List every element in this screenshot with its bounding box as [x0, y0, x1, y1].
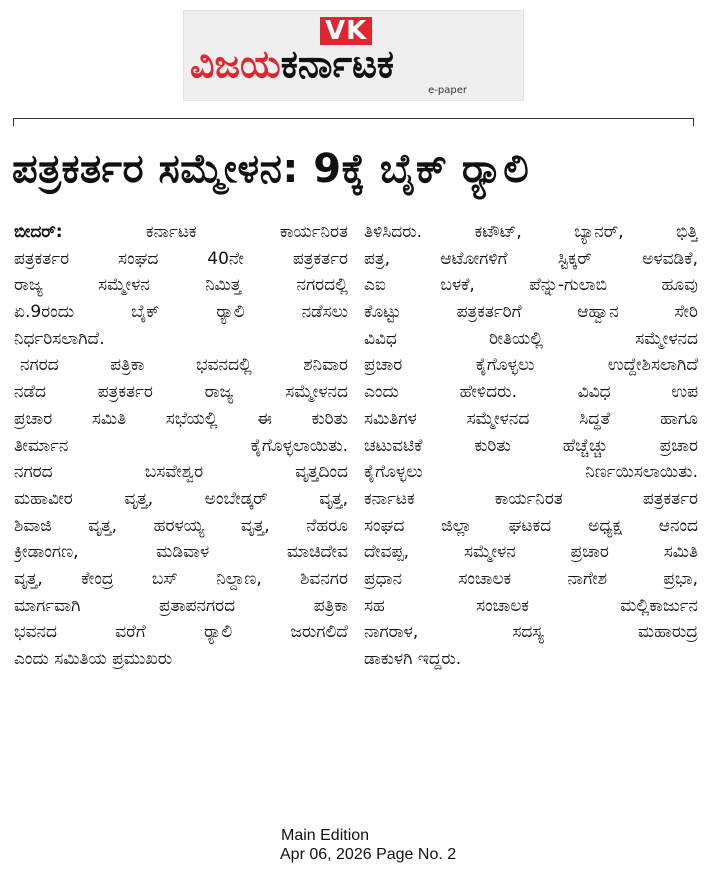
page-footer [280, 826, 456, 864]
article-line [14, 433, 348, 460]
article-line-text: ಡಾಕುಳಗಿ ಇದ್ದರು. [364, 649, 462, 669]
article-line-text: ಪತ್ರಕರ್ತರ ಸಂಘದ 40ನೇ ಪತ್ರಕರ್ತರ [14, 248, 348, 269]
article-column-right [364, 219, 698, 673]
article-line [364, 272, 698, 299]
header-rule [13, 118, 694, 126]
article-line-text: ಕರ್ನಾಟಕ ಕಾರ್ಯನಿರತ [145, 222, 348, 242]
article-line [364, 406, 698, 433]
article-line [14, 593, 348, 620]
article-line [364, 433, 698, 460]
article-line-text: ನಡೆದ ಪತ್ರಕರ್ತರ ರಾಜ್ಯ ಸಮ್ಮೇಳನದ [14, 382, 348, 403]
article-line-text: ಪ್ರಧಾನ ಸಂಚಾಲಕ ನಾಗೇಶ ಪ್ರಭಾ, [364, 568, 698, 589]
article-line [364, 593, 698, 620]
article-line-text: ರಾಜ್ಯ ಸಮ್ಮೇಳನ ನಿಮಿತ್ತ ನಗರದಲ್ಲಿ [14, 275, 348, 296]
article-column-left [14, 219, 348, 673]
article-line-text: ಸಹ ಸಂಚಾಲಕ ಮಲ್ಲಿಕಾರ್ಜುನ [364, 595, 698, 616]
article-line [14, 566, 348, 593]
article-line [364, 646, 698, 673]
article-line [364, 539, 698, 566]
edition-label: Main Edition [281, 827, 370, 844]
vk-badge: VK [320, 17, 372, 45]
article-line-text: ಕರ್ನಾಟಕ ಕಾರ್ಯನಿರತ ಪತ್ರಕರ್ತರ [364, 488, 698, 509]
article-line-text: ಕೈಗೊಳ್ಳಲು ನಿರ್ಣಯಿಸಲಾಯಿತು. [364, 462, 698, 483]
article-line-text: ದೇವಪ್ಪ, ಸಮ್ಮೇಳನ ಪ್ರಚಾರ ಸಮಿತಿ [364, 542, 698, 563]
article-line-text: ಎಐ ಬಳಕೆ, ಪೆನ್ನು-ಗುಲಾಬಿ ಹೂವು [364, 275, 698, 296]
article-line [364, 246, 698, 273]
masthead-logo [183, 10, 524, 101]
article-line-text: ವಿವಿಧ ರೀತಿಯಲ್ಲಿ ಸಮ್ಮೇಳನದ [364, 328, 698, 349]
article-line [14, 219, 348, 246]
article-line-text: ಎಂದು ಹೇಳಿದರು. ವಿವಿಧ ಉಪ [364, 382, 698, 403]
article-line [364, 299, 698, 326]
article-line-text: ಪತ್ರ, ಆಟೋಗಳಿಗೆ ಸ್ಟಿಕ್ಕರ್‌ ಅಳವಡಿಕೆ, [364, 248, 698, 269]
article-line-text: ನಗರದ ಪತ್ರಿಕಾ ಭವನದಲ್ಲಿ ಶನಿವಾರ [20, 355, 348, 376]
article-line-text: ಮಹಾವೀರ ವೃತ್ತ, ಅಂಬೇಡ್ಕರ್‌ ವೃತ್ತ, [14, 488, 348, 509]
article-line [14, 379, 348, 406]
article-line-text: ಏ.9ರಂದು ಬೈಕ್‌ ರ‍್ಯಾಲಿ ನಡೆಸಲು [14, 302, 348, 323]
article-line [364, 379, 698, 406]
article-line [364, 566, 698, 593]
article-line [14, 513, 348, 540]
brand-wordmark-red: ವಿಜಯ [190, 42, 281, 86]
article-line-text: ನಾಗರಾಳ, ಸದಸ್ಯ ಮಹಾರುದ್ರ [364, 622, 698, 643]
article-line-text: ಕೊಟ್ಟು ಪತ್ರಕರ್ತರಿಗೆ ಆಹ್ವಾನ ಸೇರಿ [364, 302, 698, 323]
article-line-text: ಪ್ರಚಾರ ಸಮಿತಿ ಸಭೆಯಲ್ಲಿ ಈ ಕುರಿತು [14, 408, 348, 429]
article-line-text: ನಗರದ ಬಸವೇಶ್ವರ ವೃತ್ತದಿಂದ [14, 462, 348, 483]
article-line-text: ನಿರ್ಧರಿಸಲಾಗಿದೆ. [14, 328, 105, 349]
article-line [14, 352, 348, 379]
article-line [364, 513, 698, 540]
article-line [14, 406, 348, 433]
article-line-text: ಶಿವಾಜಿ ವೃತ್ತ, ಹರಳಯ್ಯ ವೃತ್ತ, ನೆಹರೂ [14, 515, 348, 536]
article-line-text: ಮಾರ್ಗವಾಗಿ ಪ್ರತಾಪನಗರದ ಪತ್ರಿಕಾ [14, 595, 348, 616]
article-line [14, 646, 348, 673]
article-line [14, 459, 348, 486]
brand-wordmark [190, 41, 394, 87]
article-line [364, 486, 698, 513]
article-line [14, 539, 348, 566]
article-line-text: ಭವನದ ವರೆಗೆ ರ‍್ಯಾಲಿ ಜರುಗಲಿದೆ [14, 622, 348, 643]
epaper-label: e-paper [428, 85, 467, 96]
article-headline: ಪತ್ರಕರ್ತರ ಸಮ್ಮೇಳನ: 9ಕ್ಕೆ ಬೈಕ್‌ ರ‍್ಯಾಲಿ [12, 146, 530, 192]
article-line-text: ತಿಳಿಸಿದರು. ಕಟೌಟ್‌, ಬ್ಯಾನರ್‌, ಭಿತ್ತಿ [364, 222, 698, 242]
article-line [364, 459, 698, 486]
article-line [364, 619, 698, 646]
article-line-text: ಪ್ರಚಾರ ಕೈಗೊಳ್ಳಲು ಉದ್ದೇಶಿಸಲಾಗಿದೆ [364, 355, 698, 376]
article-line [364, 219, 698, 246]
brand-wordmark-black: ಕರ್ನಾಟಕ [280, 42, 394, 86]
article-line [14, 326, 348, 353]
article-line [14, 246, 348, 273]
article-line [364, 352, 698, 379]
article-line-text: ಚಟುವಟಿಕೆ ಕುರಿತು ಹೆಚ್ಚೆಚ್ಚು ಪ್ರಚಾರ [364, 435, 698, 456]
article-line-text: ಸಂಘದ ಜಿಲ್ಲಾ ಘಟಕದ ಅಧ್ಯಕ್ಷ ಆನಂದ [364, 515, 698, 536]
article-line-text: ಸಮಿತಿಗಳ ಸಮ್ಮೇಳನದ ಸಿದ್ಧತೆ ಹಾಗೂ [364, 408, 698, 429]
article-line [14, 619, 348, 646]
article-line-text: ತೀರ್ಮಾನ ಕೈಗೊಳ್ಳಲಾಯಿತು. [14, 435, 348, 456]
article-line-text: ಕ್ರೀಡಾಂಗಣ, ಮಡಿವಾಳ ಮಾಚಿದೇವ [14, 542, 348, 563]
article-line-text: ವೃತ್ತ, ಕೇಂದ್ರ ಬಸ್‌ ನಿಲ್ದಾಣ, ಶಿವನಗರ [14, 568, 348, 589]
article-line [14, 486, 348, 513]
date-page-label: Apr 06, 2026 Page No. 2 [280, 846, 457, 863]
article-line [364, 326, 698, 353]
article-line [14, 299, 348, 326]
article-dateline: ಬೀದರ್‌: [14, 222, 63, 242]
article-line-text: ಎಂದು ಸಮಿತಿಯ ಪ್ರಮುಖರು [14, 649, 173, 669]
article-line [14, 272, 348, 299]
